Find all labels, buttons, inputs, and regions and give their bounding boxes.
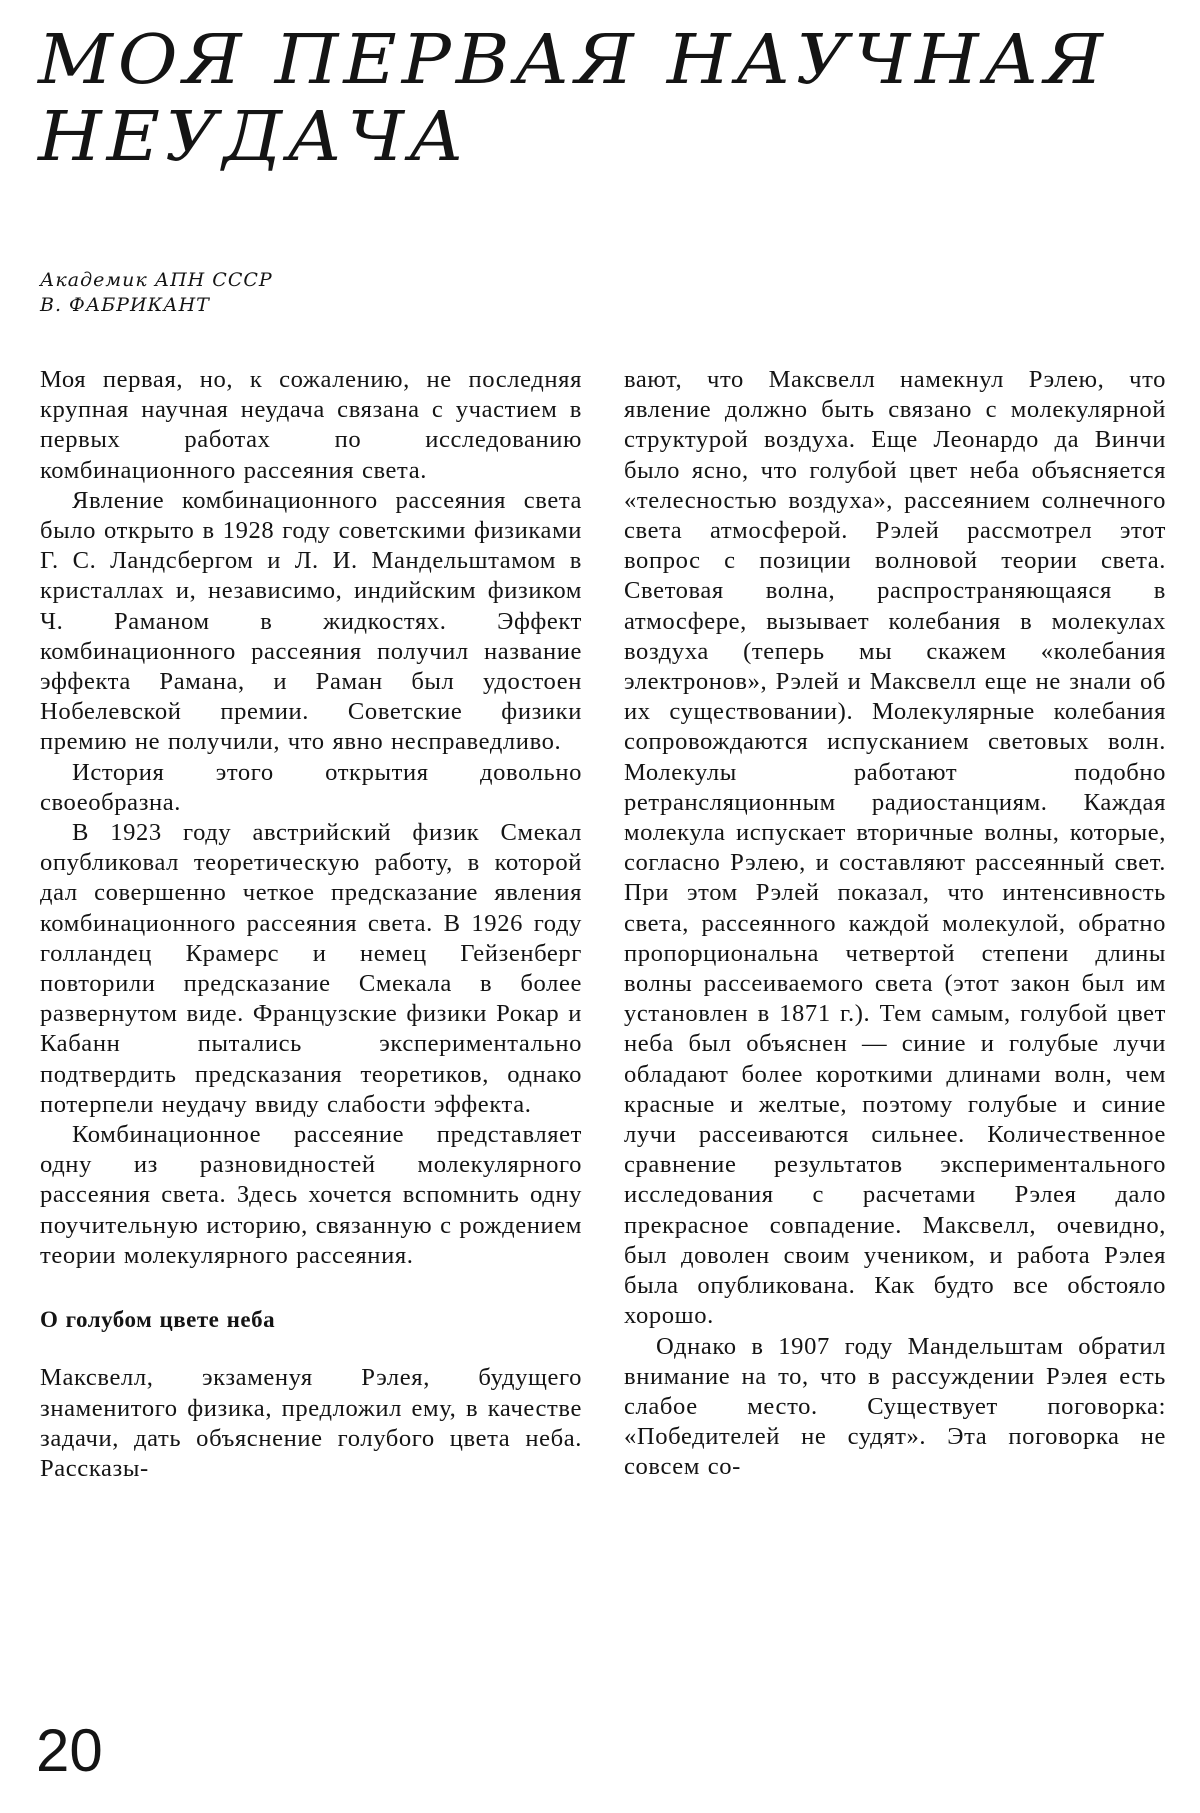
paragraph-intro: Моя первая, но, к сожалению, не последняя крупная научная неудача связана с участием в первых работах по исследованию комбинационного рассеяния света. (40, 366, 582, 484)
author-rank: Академик АПН СССР (40, 269, 273, 291)
page-number: 20 (36, 1717, 103, 1784)
title-line-2: НЕУДАЧА (38, 97, 470, 178)
section-subheading: О голубом цвете неба (40, 1307, 276, 1333)
article-title (38, 22, 1108, 176)
paragraph-rayleigh: вают, что Максвелл намекнул Рэлею, что явление должно быть связано с молекулярной структурой воздуха. Еще Леонардо да Винчи было ясно, что голубой цвет неба объясняется «телесностью воздуха», рассеянием солнечного света атмосферой. Рэлей рассмотрел этот вопрос с позиции волновой теории света. Световая волна, распространяющаяся в атмосфере, вызывает колебания в молекулах воздуха (теперь мы скажем «колебания электронов», Рэлей и Максвелл еще не знали об их существовании). Молекулярные колебания сопровождаются испусканием световых волн. Молекулы работают подобно ретрансляционным радиостанциям. Каждая молекула испускает вторичные волны, которые, согласно Рэлею, и составляют рассеянный свет. При этом Рэлей показал, что интенсивность света, рассеянного каждой молекулой, обратно пропорциональна четвертой степени длины волны рассеиваемого света (этот закон был им установлен в 1871 г.). Тем самым, голубой цвет неба был объяснен — синие и голубые лучи обладают более короткими длинами волн, чем красные и желтые, поэтому голубые и синие лучи рассеиваются сильнее. Количественное сравнение результатов экспериментального исследования с расчетами Рэлея дало прекрасное совпадение. Максвелл, очевидно, был доволен своим учеником, и работа Рэлея была опубликована. Как будто все обстояло хорошо. (624, 366, 1166, 1330)
paragraph-smekal: В 1923 году австрийский физик Смекал опубликовал теоретическую работу, в которой дал совершенно четкое предсказание явления комбинационного рассеяния света. В 1926 году голландец Крамерс и немец Гейзенберг повторили предсказание Смекала в более развернутом виде. Французские физики Рокар и Кабанн пытались экспериментально подтвердить предсказания теоретиков, однако потерпели неудачу ввиду слабости эффекта. (40, 819, 582, 1118)
author-byline (40, 268, 273, 318)
author-name: В. ФАБРИКАНТ (40, 294, 210, 316)
paragraph-maxwell: Максвелл, экзаменуя Рэлея, будущего знаменитого физика, предложил ему, в качестве задачи, дать объяснение голубого цвета неба. Рассказы- (40, 1364, 582, 1482)
paragraph-history: История этого открытия довольно своеобразна. (40, 758, 582, 816)
right-column (624, 365, 1166, 1483)
paragraph-molecular-scattering: Комбинационное рассеяние представляет одну из разновидностей молекулярного рассеяния света. Здесь хочется вспомнить одну поучительную историю, связанную с рождением теории молекулярного рассеяния. (40, 1121, 582, 1269)
paragraph-mandelstam: Однако в 1907 году Мандельштам обратил внимание на то, что в рассуждении Рэлея есть слабое место. Существует поговорка: «Победителей не судят». Эта поговорка не совсем со- (624, 1332, 1166, 1481)
title-line-1: МОЯ ПЕРВАЯ НАУЧНАЯ (38, 20, 1108, 101)
left-column (40, 365, 582, 1484)
paragraph-discovery: Явление комбинационного рассеяния света было открыто в 1928 году советскими физиками Г. С. Ландсбергом и Л. И. Мандельштамом в кристаллах и, независимо, индийским физиком Ч. Раманом в жидкостях. Эффект комбинационного рассеяния получил название эффекта Рамана, и Раман был удостоен Нобелевской премии. Советские физики премию не получили, что явно несправедливо. (40, 486, 582, 756)
